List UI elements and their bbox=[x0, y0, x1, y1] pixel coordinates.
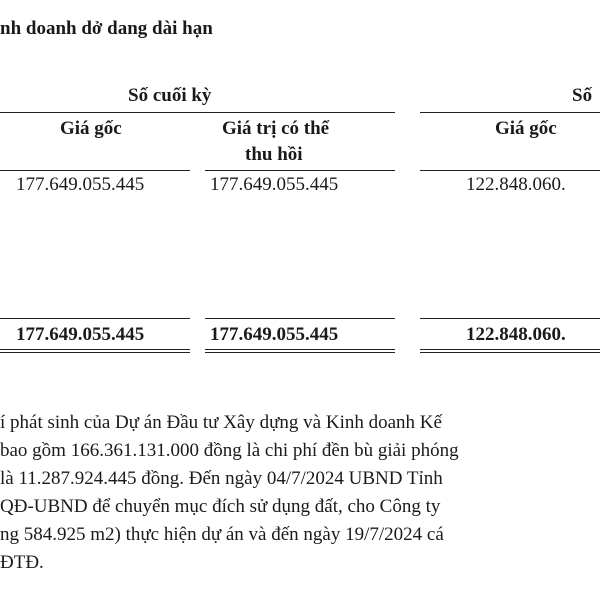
total-end-recoverable-value: 177.649.055.445 bbox=[210, 324, 339, 345]
total-double-underline-col2-b bbox=[205, 352, 395, 353]
row-begin-original-cost: 122.848.060. bbox=[466, 174, 566, 195]
paragraph-line: là 11.287.924.445 đồng. Đến ngày 04/7/2024 UBND Tỉnh bbox=[0, 468, 443, 489]
total-topline-col2 bbox=[205, 318, 395, 319]
column-header-original-cost: Giá gốc bbox=[60, 118, 122, 139]
paragraph-line: ĐTĐ. bbox=[0, 552, 44, 573]
total-end-original-cost: 177.649.055.445 bbox=[16, 324, 145, 345]
paragraph-line: í phát sinh của Dự án Đầu tư Xây dựng và Kinh doanh Kế bbox=[0, 412, 442, 433]
group-underline-end bbox=[0, 112, 395, 113]
row-end-recoverable-value: 177.649.055.445 bbox=[210, 174, 339, 195]
header-underline-col3 bbox=[420, 170, 600, 171]
total-topline-col3 bbox=[420, 318, 600, 319]
column-header-recoverable-value: Giá trị có thể bbox=[222, 118, 330, 139]
total-double-underline-col1-a bbox=[0, 349, 190, 350]
paragraph-line: ng 584.925 m2) thực hiện dự án và đến ngày 19/7/2024 cá bbox=[0, 524, 444, 545]
total-double-underline-col1-b bbox=[0, 352, 190, 353]
column-header-recoverable-value-line2: thu hồi bbox=[245, 144, 303, 165]
group-header-beginning-of-period: Số bbox=[572, 85, 593, 106]
paragraph-line: bao gồm 166.361.131.000 đồng là chi phí đền bù giải phóng bbox=[0, 440, 459, 461]
header-underline-col2 bbox=[205, 170, 395, 171]
total-topline-col1 bbox=[0, 318, 190, 319]
total-double-underline-col2-a bbox=[205, 349, 395, 350]
row-end-original-cost: 177.649.055.445 bbox=[16, 174, 145, 195]
group-header-end-of-period: Số cuối kỳ bbox=[128, 85, 212, 106]
total-begin-original-cost: 122.848.060. bbox=[466, 324, 566, 345]
total-double-underline-col3-b bbox=[420, 352, 600, 353]
column-header-original-cost-begin: Giá gốc bbox=[495, 118, 557, 139]
header-underline-col1 bbox=[0, 170, 190, 171]
total-double-underline-col3-a bbox=[420, 349, 600, 350]
section-title: nh doanh dở dang dài hạn bbox=[0, 18, 213, 39]
paragraph-line: QĐ-UBND để chuyển mục đích sử dụng đất, cho Công ty bbox=[0, 496, 441, 517]
group-underline-begin bbox=[420, 112, 600, 113]
